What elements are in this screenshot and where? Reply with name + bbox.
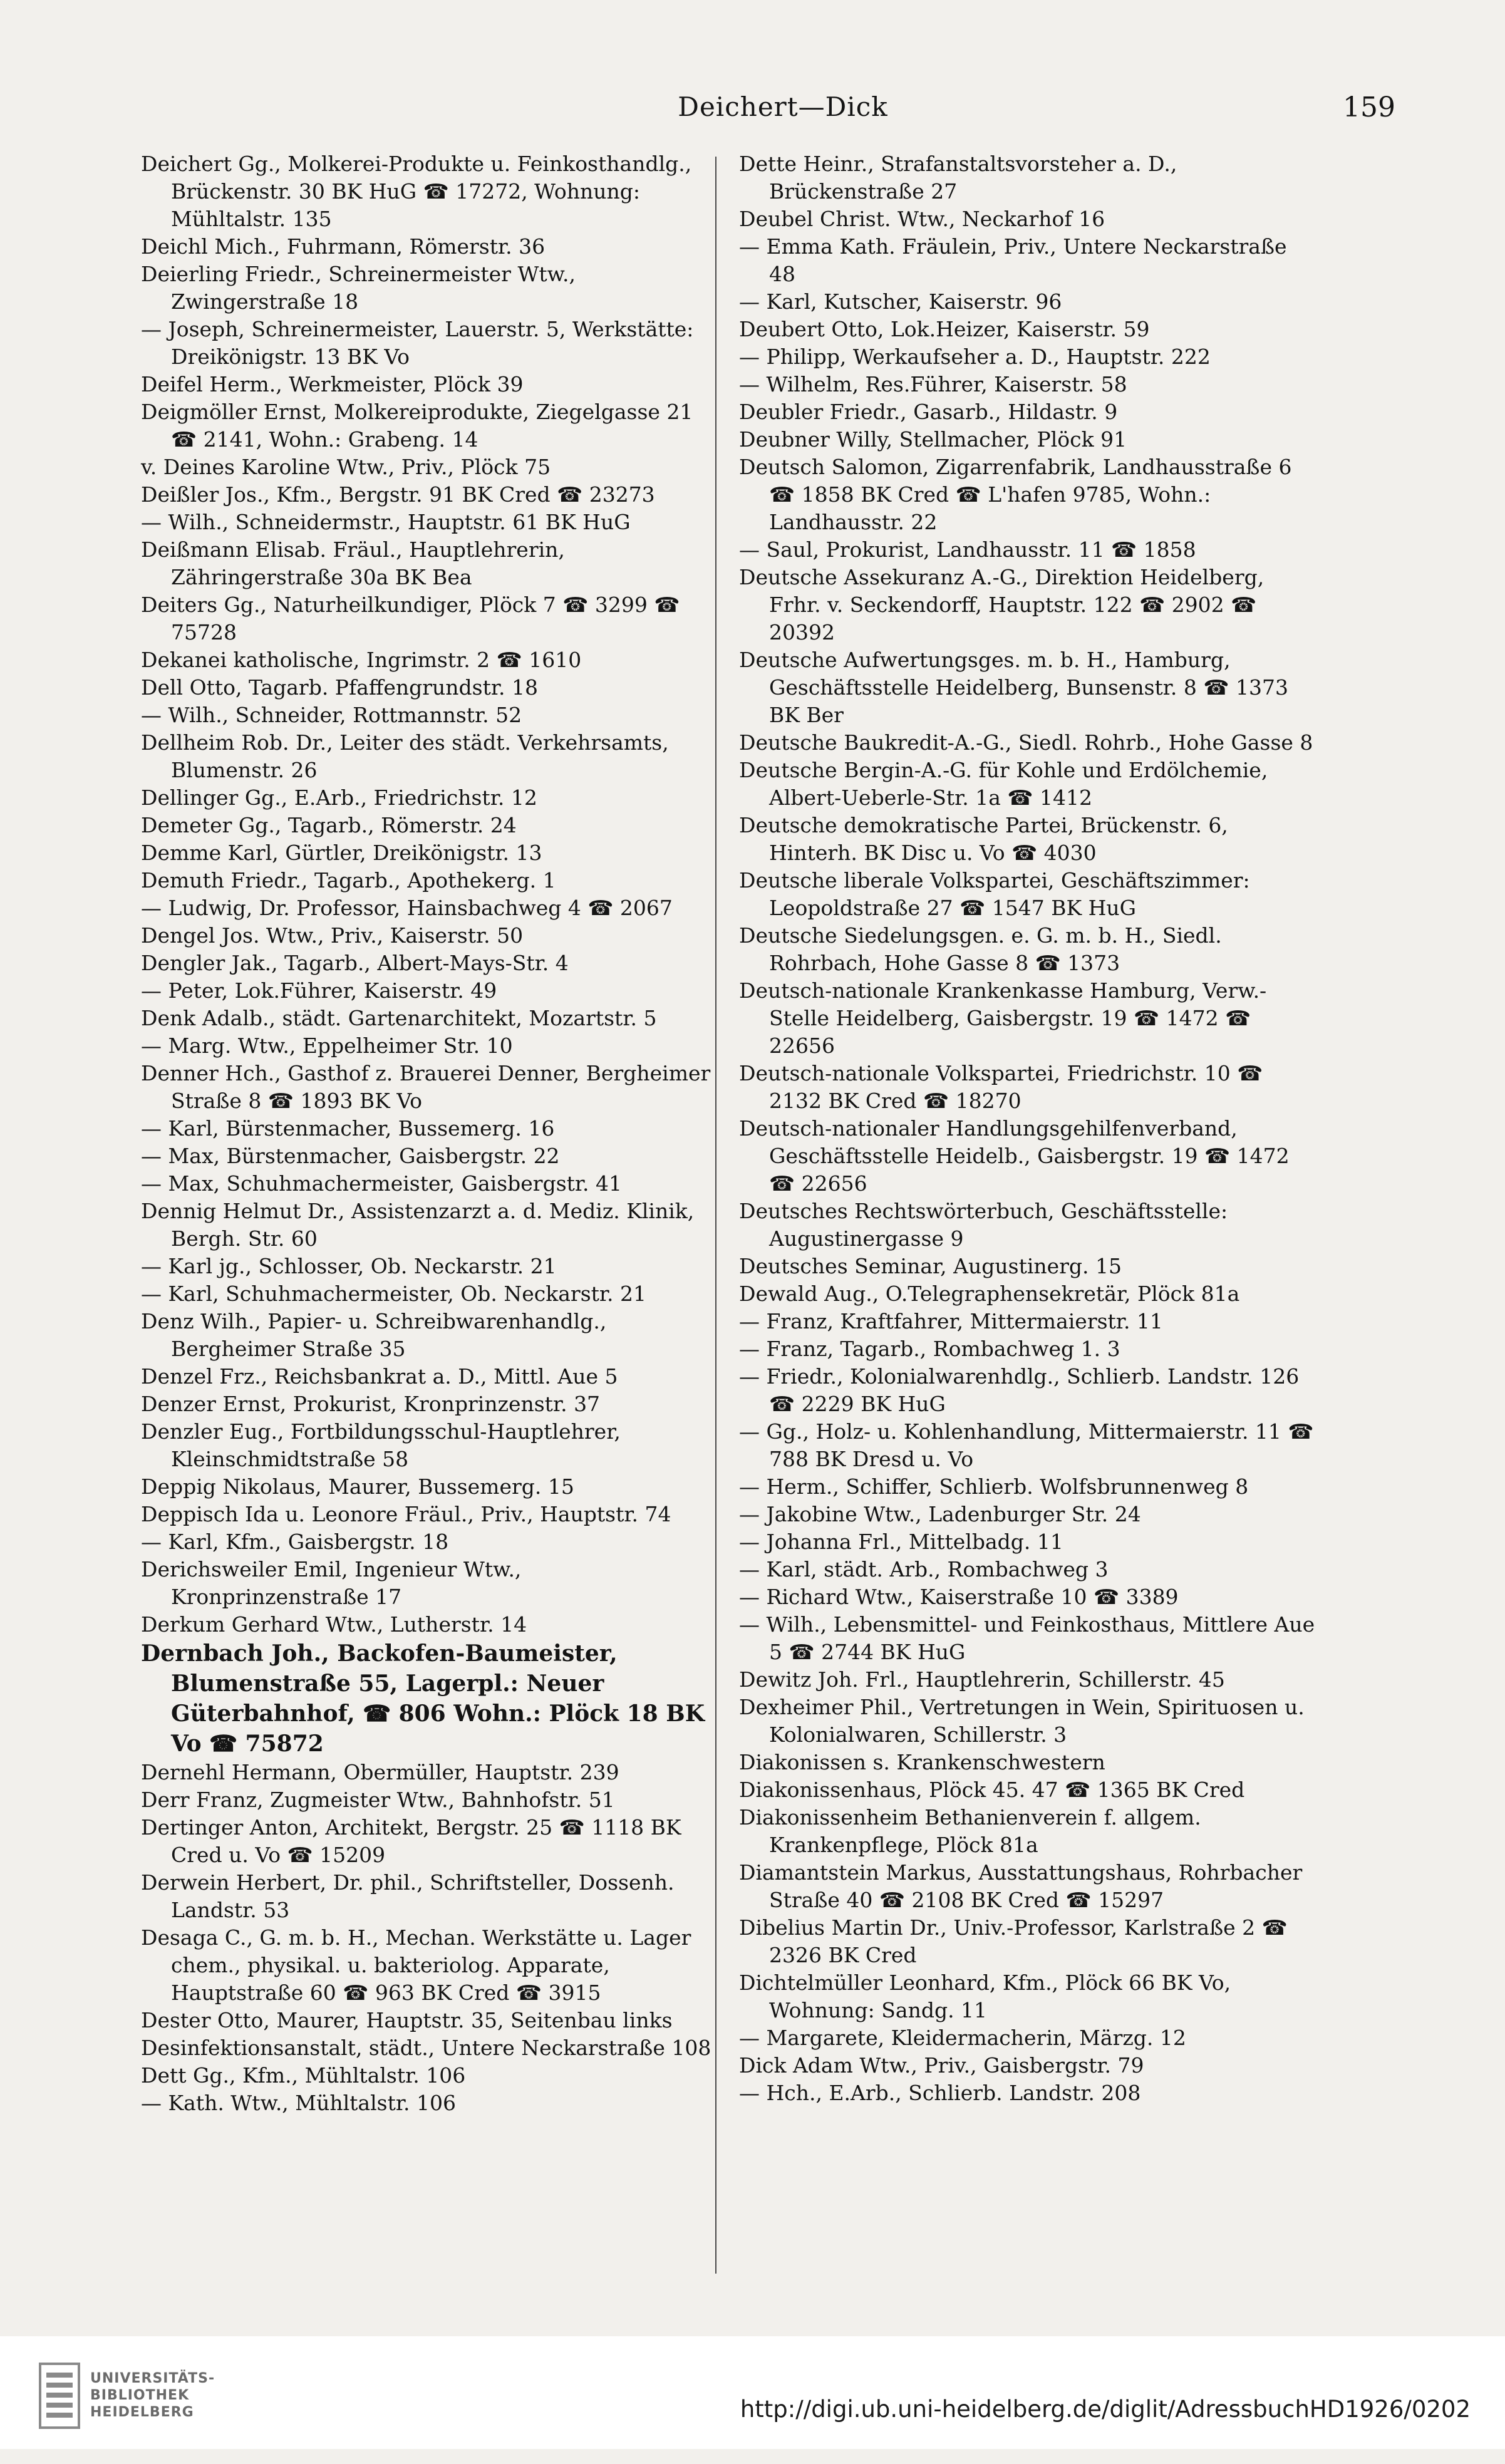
directory-entry: Dellinger Gg., E.Arb., Friedrichstr. 12 xyxy=(141,785,537,810)
directory-entry: Deichl Mich., Fuhrmann, Römerstr. 36 xyxy=(141,234,546,259)
directory-entry: Dengler Jak., Tagarb., Albert-Mays-Str. 4 xyxy=(141,951,569,975)
directory-entry: Denz Wilh., Papier- u. Schreibwarenhandlg., Bergheimer Straße 35 xyxy=(141,1309,607,1361)
directory-entry: Deutsche Aufwertungsges. m. b. H., Hamburg, Geschäftsstelle Heidelberg, Bunsenstr. 8 ☎ 1373 BK Ber xyxy=(739,648,1288,727)
directory-entry: Deppisch Ida u. Leonore Fräul., Priv., Hauptstr. 74 xyxy=(141,1502,671,1526)
directory-entry: — Emma Kath. Fräulein, Priv., Untere Neckarstraße 48 xyxy=(739,234,1287,286)
directory-entry: Denk Adalb., städt. Gartenarchitekt, Mozartstr. 5 xyxy=(141,1006,657,1030)
directory-entry: — Richard Wtw., Kaiserstraße 10 ☎ 3389 xyxy=(739,1585,1179,1609)
directory-entry: — Joseph, Schreinermeister, Lauerstr. 5, Werkstätte: Dreikönigstr. 13 BK Vo xyxy=(141,317,694,369)
directory-entry: Dewitz Joh. Frl., Hauptlehrerin, Schillerstr. 45 xyxy=(739,1667,1225,1692)
directory-entry: Desaga C., G. m. b. H., Mechan. Werkstätte u. Lager chem., physikal. u. bakteriolog. Apparate, Hauptstraße 60 ☎ 963 BK Cred ☎ 3915 xyxy=(141,1925,691,2005)
directory-entry: Deichert Gg., Molkerei-Produkte u. Feinkosthandlg., Brückenstr. 30 BK HuG ☎ 17272, Wohnung: Mühltalstr. 135 xyxy=(141,152,692,231)
directory-entry: Dell Otto, Tagarb. Pfaffengrundstr. 18 xyxy=(141,675,538,700)
directory-entry: Deppig Nikolaus, Maurer, Bussemerg. 15 xyxy=(141,1474,574,1499)
directory-entry: Deißler Jos., Kfm., Bergstr. 91 BK Cred ☎ 23273 xyxy=(141,482,655,507)
directory-entry: — Franz, Tagarb., Rombachweg 1. 3 xyxy=(739,1337,1120,1361)
directory-entry: — Wilh., Lebensmittel- und Feinkosthaus, Mittlere Aue 5 ☎ 2744 BK HuG xyxy=(739,1612,1315,1664)
directory-entry: Diamantstein Markus, Ausstattungshaus, Rohrbacher Straße 40 ☎ 2108 BK Cred ☎ 15297 xyxy=(739,1860,1303,1912)
running-head-title: Deichert—Dick xyxy=(678,91,888,122)
directory-entry: — Herm., Schiffer, Schlierb. Wolfsbrunnenweg 8 xyxy=(739,1474,1249,1499)
directory-entry: Dick Adam Wtw., Priv., Gaisbergstr. 79 xyxy=(739,2053,1144,2078)
directory-entry: Deutsche Baukredit-A.-G., Siedl. Rohrb., Hohe Gasse 8 xyxy=(739,730,1313,755)
directory-entry: Deierling Friedr., Schreinermeister Wtw., Zwingerstraße 18 xyxy=(141,262,576,314)
directory-entry: Deifel Herm., Werkmeister, Plöck 39 xyxy=(141,372,524,396)
library-logo xyxy=(38,2355,225,2443)
directory-entry: Deutsch-nationaler Handlungsgehilfenverband, Geschäftsstelle Heidelb., Gaisbergstr. 19 ☎ 1472 ☎ 22656 xyxy=(739,1116,1290,1196)
directory-entry: Dichtelmüller Leonhard, Kfm., Plöck 66 BK Vo, Wohnung: Sandg. 11 xyxy=(739,1970,1231,2022)
directory-entry: Dett Gg., Kfm., Mühltalstr. 106 xyxy=(141,2063,466,2088)
directory-entry: Demuth Friedr., Tagarb., Apothekerg. 1 xyxy=(141,868,556,893)
directory-entry: — Karl, Kutscher, Kaiserstr. 96 xyxy=(739,289,1062,314)
directory-entry: Denzler Eug., Fortbildungsschul-Hauptlehrer, Kleinschmidtstraße 58 xyxy=(141,1419,621,1471)
library-name-line: BIBLIOTHEK xyxy=(90,2388,190,2403)
directory-entry: — Johanna Frl., Mittelbadg. 11 xyxy=(739,1530,1063,1554)
directory-entry: Dester Otto, Maurer, Hauptstr. 35, Seitenbau links xyxy=(141,2008,673,2032)
library-name xyxy=(90,2370,215,2421)
directory-entry: — Friedr., Kolonialwarenhdlg., Schlierb. Landstr. 126 ☎ 2229 BK HuG xyxy=(739,1364,1300,1416)
directory-entry: Deutsche liberale Volkspartei, Geschäftszimmer: Leopoldstraße 27 ☎ 1547 BK HuG xyxy=(739,868,1250,920)
directory-entry: — Karl jg., Schlosser, Ob. Neckarstr. 21 xyxy=(141,1254,557,1278)
directory-entry: — Max, Bürstenmacher, Gaisbergstr. 22 xyxy=(141,1144,560,1168)
directory-entry: Dewald Aug., O.Telegraphensekretär, Plöck 81a xyxy=(739,1281,1240,1306)
left-column xyxy=(141,150,717,2117)
directory-entry: Deutsches Rechtswörterbuch, Geschäftsstelle: Augustinergasse 9 xyxy=(739,1199,1228,1251)
directory-entry: Diakonissenhaus, Plöck 45. 47 ☎ 1365 BK Cred xyxy=(739,1778,1245,1802)
directory-entry: — Kath. Wtw., Mühltalstr. 106 xyxy=(141,2091,456,2115)
directory-entry: — Peter, Lok.Führer, Kaiserstr. 49 xyxy=(141,978,497,1003)
directory-entry: Desinfektionsanstalt, städt., Untere Neckarstraße 108 xyxy=(141,2036,711,2060)
directory-entry: — Karl, städt. Arb., Rombachweg 3 xyxy=(739,1557,1109,1581)
directory-entry: Diakonissen s. Krankenschwestern xyxy=(739,1750,1105,1774)
library-name-line: UNIVERSITÄTS- xyxy=(90,2371,215,2386)
directory-entry: — Wilh., Schneidermstr., Hauptstr. 61 BK HuG xyxy=(141,510,631,534)
directory-entry: — Hch., E.Arb., Schlierb. Landstr. 208 xyxy=(739,2081,1141,2105)
directory-entry: Deutsch Salomon, Zigarrenfabrik, Landhausstraße 6 ☎ 1858 BK Cred ☎ L'hafen 9785, Wohn.: Landhausstr. 22 xyxy=(739,455,1292,534)
directory-entry: — Wilh., Schneider, Rottmannstr. 52 xyxy=(141,703,522,727)
directory-entry: — Margarete, Kleidermacherin, Märzg. 12 xyxy=(739,2026,1186,2050)
directory-entry: — Karl, Bürstenmacher, Bussemerg. 16 xyxy=(141,1116,555,1141)
directory-entry: Dennig Helmut Dr., Assistenzarzt a. d. Mediz. Klinik, Bergh. Str. 60 xyxy=(141,1199,695,1251)
directory-entry: — Max, Schuhmachermeister, Gaisbergstr. 41 xyxy=(141,1171,623,1196)
directory-entry: — Marg. Wtw., Eppelheimer Str. 10 xyxy=(141,1033,513,1058)
right-column xyxy=(739,150,1315,2107)
running-head xyxy=(0,91,1505,129)
directory-entry: Dertinger Anton, Architekt, Bergstr. 25 ☎ 1118 BK Cred u. Vo ☎ 15209 xyxy=(141,1815,681,1867)
directory-entry: Deutsche demokratische Partei, Brückenstr. 6, Hinterh. BK Disc u. Vo ☎ 4030 xyxy=(739,813,1228,865)
directory-entry: Dernbach Joh., Backofen-Baumeister, Blumenstraße 55, Lagerpl.: Neuer Güterbahnhof, ☎ 806 Wohn.: Plöck 18 BK Vo ☎ 75872 xyxy=(141,1640,705,1757)
directory-entry: — Wilhelm, Res.Führer, Kaiserstr. 58 xyxy=(739,372,1127,396)
directory-entry: — Franz, Kraftfahrer, Mittermaierstr. 11 xyxy=(739,1309,1163,1333)
directory-columns xyxy=(141,150,1362,2292)
directory-entry: Deutsche Assekuranz A.-G., Direktion Heidelberg, Frhr. v. Seckendorff, Hauptstr. 122 ☎ 2902 ☎ 20392 xyxy=(739,565,1265,644)
directory-entry: Deutsch-nationale Krankenkasse Hamburg, Verw.-Stelle Heidelberg, Gaisbergstr. 19 ☎ 1472 ☎ 22656 xyxy=(739,978,1267,1058)
directory-entry: Dellheim Rob. Dr., Leiter des städt. Verkehrsamts, Blumenstr. 26 xyxy=(141,730,669,782)
directory-entry: — Gg., Holz- u. Kohlenhandlung, Mittermaierstr. 11 ☎ 788 BK Dresd u. Vo xyxy=(739,1419,1314,1471)
directory-entry: Dengel Jos. Wtw., Priv., Kaiserstr. 50 xyxy=(141,923,524,948)
directory-entry: Dette Heinr., Strafanstaltsvorsteher a. D., Brückenstraße 27 xyxy=(739,152,1177,204)
directory-entry: Deutsch-nationale Volkspartei, Friedrichstr. 10 ☎ 2132 BK Cred ☎ 18270 xyxy=(739,1061,1263,1113)
footer xyxy=(0,2336,1505,2449)
directory-entry: Dekanei katholische, Ingrimstr. 2 ☎ 1610 xyxy=(141,648,582,672)
directory-entry: Dernehl Hermann, Obermüller, Hauptstr. 239 xyxy=(141,1760,619,1784)
directory-entry: Denzel Frz., Reichsbankrat a. D., Mittl. Aue 5 xyxy=(141,1364,618,1389)
directory-entry: Deubel Christ. Wtw., Neckarhof 16 xyxy=(739,207,1105,231)
directory-entry: Deutsches Seminar, Augustinerg. 15 xyxy=(739,1254,1122,1278)
directory-entry: — Jakobine Wtw., Ladenburger Str. 24 xyxy=(739,1502,1141,1526)
directory-entry: Deubert Otto, Lok.Heizer, Kaiserstr. 59 xyxy=(739,317,1150,341)
source-url[interactable]: http://digi.ub.uni-heidelberg.de/diglit/AdressbuchHD1926/0202 xyxy=(740,2396,1471,2423)
directory-entry: v. Deines Karoline Wtw., Priv., Plöck 75 xyxy=(141,455,551,479)
directory-entry: Dexheimer Phil., Vertretungen in Wein, Spirituosen u. Kolonialwaren, Schillerstr. 3 xyxy=(739,1695,1305,1747)
directory-entry: Deiters Gg., Naturheilkundiger, Plöck 7 ☎ 3299 ☎ 75728 xyxy=(141,593,680,644)
directory-entry: Derr Franz, Zugmeister Wtw., Bahnhofstr. 51 xyxy=(141,1788,615,1812)
directory-entry: Deißmann Elisab. Fräul., Hauptlehrerin, Zähringerstraße 30a BK Bea xyxy=(141,537,565,589)
directory-entry: — Karl, Kfm., Gaisbergstr. 18 xyxy=(141,1530,449,1554)
directory-entry: Deubler Friedr., Gasarb., Hildastr. 9 xyxy=(739,400,1118,424)
directory-entry: Diakonissenheim Bethanienverein f. allgem. Krankenpflege, Plöck 81a xyxy=(739,1805,1201,1857)
directory-entry: Deutsche Bergin-A.-G. für Kohle und Erdölchemie, Albert-Ueberle-Str. 1a ☎ 1412 xyxy=(739,758,1268,810)
page-number: 159 xyxy=(1343,91,1395,123)
directory-entry: — Philipp, Werkaufseher a. D., Hauptstr. 222 xyxy=(739,344,1211,369)
directory-entry: Derichsweiler Emil, Ingenieur Wtw., Kronprinzenstraße 17 xyxy=(141,1557,522,1609)
directory-entry: Deigmöller Ernst, Molkereiprodukte, Ziegelgasse 21 ☎ 2141, Wohn.: Grabeng. 14 xyxy=(141,400,693,452)
library-seal-icon xyxy=(38,2361,81,2430)
directory-entry: Denzer Ernst, Prokurist, Kronprinzenstr. 37 xyxy=(141,1392,601,1416)
directory-entry: Demme Karl, Gürtler, Dreikönigstr. 13 xyxy=(141,841,542,865)
directory-entry: Denner Hch., Gasthof z. Brauerei Denner, Bergheimer Straße 8 ☎ 1893 BK Vo xyxy=(141,1061,711,1113)
directory-entry: — Karl, Schuhmachermeister, Ob. Neckarstr. 21 xyxy=(141,1281,647,1306)
directory-entry: — Saul, Prokurist, Landhausstr. 11 ☎ 1858 xyxy=(739,537,1196,562)
library-name-line: HEIDELBERG xyxy=(90,2404,194,2420)
directory-entry: Deutsche Siedelungsgen. e. G. m. b. H., Siedl. Rohrbach, Hohe Gasse 8 ☎ 1373 xyxy=(739,923,1222,975)
directory-entry: Deubner Willy, Stellmacher, Plöck 91 xyxy=(739,427,1127,452)
directory-entry: — Ludwig, Dr. Professor, Hainsbachweg 4 ☎ 2067 xyxy=(141,896,673,920)
directory-entry: Dibelius Martin Dr., Univ.-Professor, Karlstraße 2 ☎ 2326 BK Cred xyxy=(739,1915,1288,1967)
directory-entry: Derwein Herbert, Dr. phil., Schriftsteller, Dossenh. Landstr. 53 xyxy=(141,1870,675,1922)
directory-entry: Derkum Gerhard Wtw., Lutherstr. 14 xyxy=(141,1612,527,1637)
directory-entry: Demeter Gg., Tagarb., Römerstr. 24 xyxy=(141,813,517,837)
